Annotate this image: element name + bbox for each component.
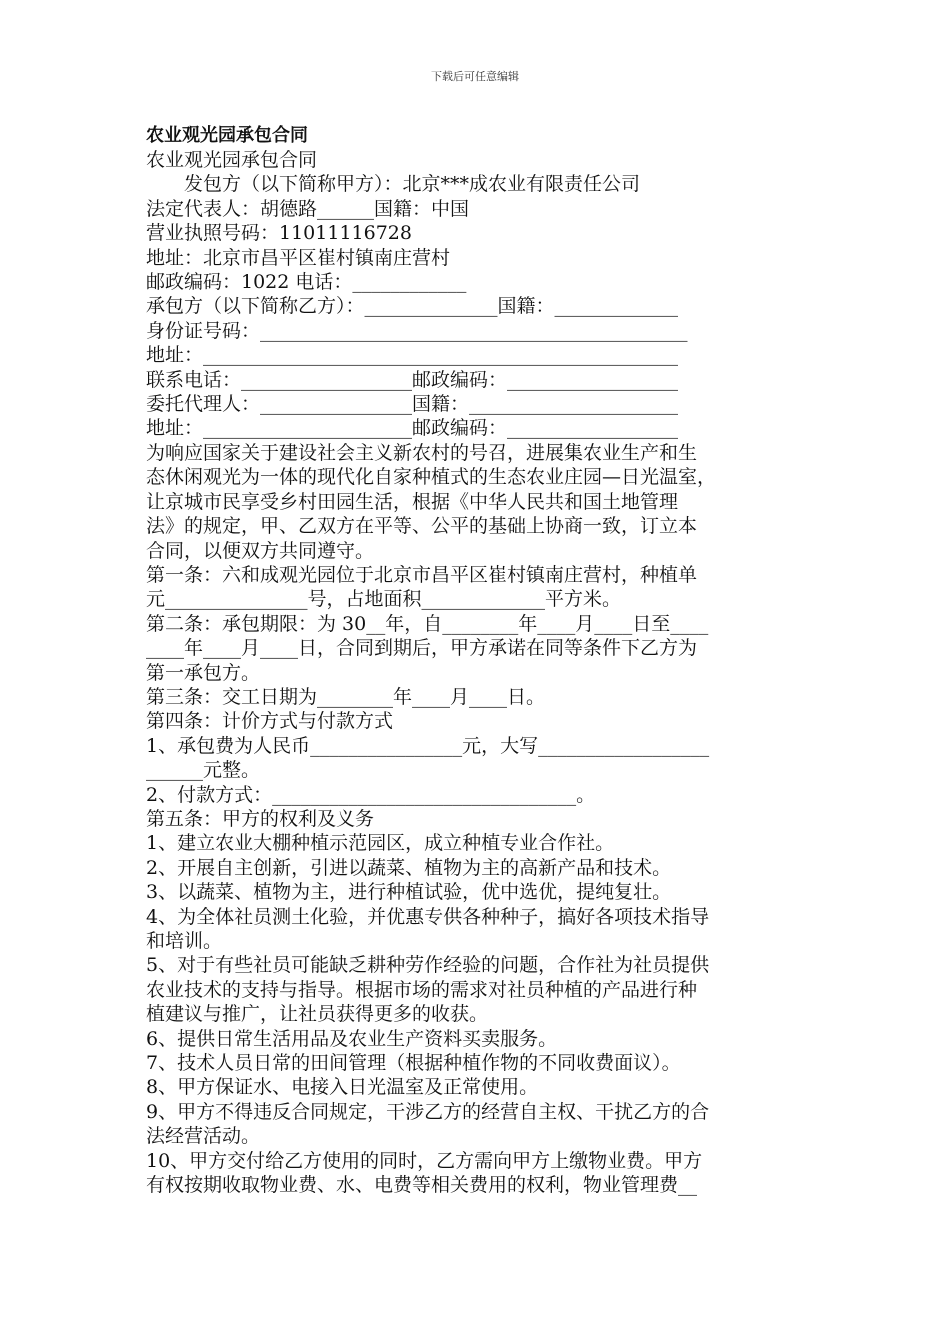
text-line: 农业观光园承包合同 [146, 149, 318, 171]
text-line: 3、以蔬菜、植物为主，进行种植试验，优中选优，提纯复壮。 [146, 881, 672, 904]
document-lines [146, 148, 811, 1197]
text-line: 有权按期收取物业费、水、电费等相关费用的权利，物业管理费__ [146, 1174, 698, 1197]
text-line: 8、甲方保证水、电接入日光温室及正常使用。 [146, 1076, 539, 1099]
text-line: 2、开展自主创新，引进以蔬菜、植物为主的高新产品和技术。 [146, 856, 672, 879]
text-line: 第五条：甲方的权利及义务 [146, 807, 375, 830]
text-line: 地址：__________________________________________________ [146, 344, 679, 367]
text-line: 法定代表人：胡德路______国籍：中国 [146, 197, 470, 220]
text-line: 1、建立农业大棚种植示范园区，成立种植专业合作社。 [146, 832, 615, 855]
text-line: 让京城市民享受乡村田园生活，根据《中华人民共和国土地管理 [146, 490, 679, 513]
text-line: 和培训。 [146, 930, 223, 952]
text-line: 邮政编码：1022 电话：____________ [146, 271, 467, 294]
text-line: ______元整。 [146, 759, 261, 782]
text-line: 第一条：六和成观光园位于北京市昌平区崔村镇南庄营村，种植单 [146, 563, 698, 586]
text-line: 第三条：交工日期为________年____月____日。 [146, 685, 546, 708]
text-line: 法》的规定，甲、乙双方在平等、公平的基础上协商一致，订立本 [146, 515, 698, 538]
text-line: 2、付款方式：________________________________。 [146, 783, 596, 806]
text-line: 地址：北京市昌平区崔村镇南庄营村 [146, 246, 451, 269]
text-line: 身份证号码：_____________________________________________ [146, 319, 688, 342]
text-line: 联系电话：__________________邮政编码：__________________ [146, 368, 679, 391]
text-line: ____年____月____日，合同到期后，甲方承诺在同等条件下乙方为 [146, 637, 698, 660]
text-line: 第一承包方。 [146, 661, 261, 684]
text-line: 1、承包费为人民币________________元，大写__________________ [146, 734, 710, 757]
text-line: 合同，以便双方共同遵守。 [146, 539, 375, 562]
document-body [146, 124, 811, 1197]
text-line: 农业技术的支持与指导。根据市场的需求对社员种植的产品进行种 [146, 978, 698, 1001]
text-line: 第四条：计价方式与付款方式 [146, 710, 394, 733]
text-line: 4、为全体社员测土化验，并优惠专供各种种子，搞好各项技术指导 [146, 905, 710, 928]
text-line: 元_______________号，占地面积_____________平方米。 [146, 588, 622, 611]
document-title: 农业观光园承包合同 [146, 125, 308, 146]
text-line: 7、技术人员日常的田间管理（根据种植作物的不同收费面议）。 [146, 1052, 681, 1075]
text-line: 5、对于有些社员可能缺乏耕种劳作经验的问题，合作社为社员提供 [146, 954, 710, 977]
text-line: 法经营活动。 [146, 1125, 261, 1148]
text-line: 9、甲方不得违反合同规定，干涉乙方的经营自主权、干扰乙方的合 [146, 1100, 710, 1123]
text-line: 态休闲观光为一体的现代化自家种植式的生态农业庄园—日光温室， [146, 466, 717, 489]
header-note: 下载后可任意编辑 [431, 70, 519, 83]
text-line: 第二条：承包期限：为 30__年，自________年____月____日至____ [146, 612, 709, 635]
text-line: 地址：______________________邮政编码：__________________ [146, 417, 679, 440]
text-line: 委托代理人：________________国籍：______________________ [146, 393, 679, 416]
text-line: 10、甲方交付给乙方使用的同时，乙方需向甲方上缴物业费。甲方 [146, 1149, 703, 1172]
text-line: 承包方（以下简称乙方）：______________国籍：_____________ [146, 295, 679, 318]
text-line: 6、提供日常生活用品及农业生产资料买卖服务。 [146, 1027, 558, 1050]
text-line: 植建议与推广，让社员获得更多的收获。 [146, 1003, 489, 1026]
text-line: 为响应国家关于建设社会主义新农村的号召，进展集农业生产和生 [146, 441, 698, 464]
text-line: 营业执照号码：11011116728 [146, 222, 412, 245]
text-line: 发包方（以下简称甲方）：北京***成农业有限责任公司 [184, 173, 641, 196]
